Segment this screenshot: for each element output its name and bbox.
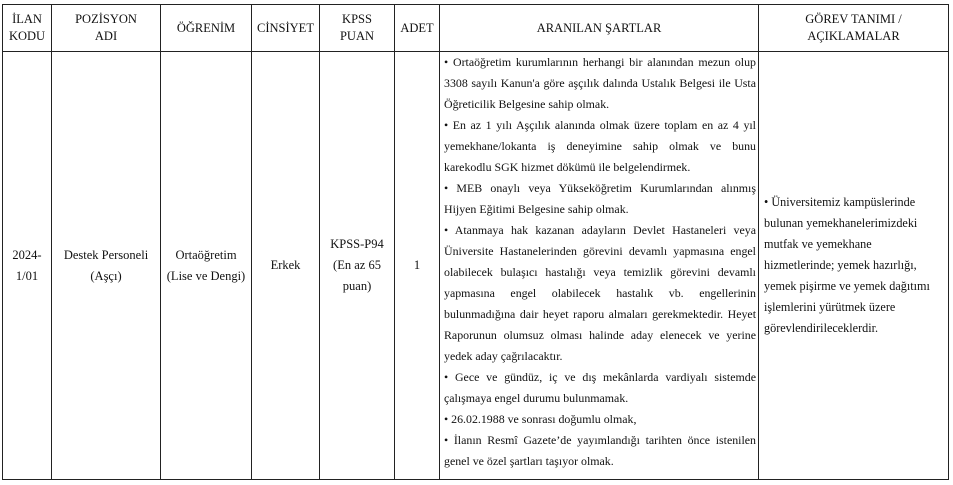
requirement-item: • Gece ve gündüz, iç ve dış mekânlarda vardiyalı sistemde çalışmaya engel durumu bulunmamak. (444, 370, 756, 405)
requirement-item: • Ortaöğretim kurumlarının herhangi bir alanından mezun olup 3308 sayılı Kanun'a göre aşçılık dalında Ustalık Belgesi ile Usta Öğreticilik Belgesine sahip olmak. (444, 55, 756, 111)
cell-gorev-tanimi: • Üniversitemiz kampüslerinde bulunan yemekhanelerimizdeki mutfak ve yemekhane hizmetlerinde; yemek hazırlığı, yemek pişirme ve yemek dağıtımı işlemlerini yürütmek üzere görevlendirileceklerdir. (759, 52, 949, 480)
cell-pozisyon-adi: Destek Personeli (Aşçı) (52, 52, 161, 480)
header-row (3, 5, 949, 52)
requirement-item: • 26.02.1988 ve sonrası doğumlu olmak, (444, 412, 637, 426)
cell-aranilan-sartlar (440, 52, 759, 480)
cell-adet: 1 (395, 52, 440, 480)
header-ilan-kodu: İLAN KODU (3, 5, 52, 52)
job-listing-table (2, 4, 949, 480)
header-ogrenim: ÖĞRENİM (161, 5, 252, 52)
header-kpss-puan: KPSS PUAN (320, 5, 395, 52)
cell-ilan-kodu: 2024- 1/01 (3, 52, 52, 480)
header-cinsiyet: CİNSİYET (252, 5, 320, 52)
cell-ogrenim: Ortaöğretim (Lise ve Dengi) (161, 52, 252, 480)
requirement-item: • Atanmaya hak kazanan adayların Devlet Hastaneleri veya Üniversite Hastanelerinden görevini devamlı yapmasına engel olabilecek bulaşıcı hastalığı veya temizlik görevini devamlı yapmasına engel olabilecek hastalık vb. engellerinin bulunmadığına dair heyet raporu almaları gerekmektedir. Heyet Raporunun olumsuz olması halinde aday elenecek ve yerine yedek aday çağrılacaktır. (444, 223, 756, 363)
requirement-item: • MEB onaylı veya Yükseköğretim Kurumlarından alınmış Hijyen Eğitimi Belgesine sahip olmak. (444, 181, 756, 216)
cell-kpss-puan: KPSS-P94 (En az 65 puan) (320, 52, 395, 480)
cell-cinsiyet: Erkek (252, 52, 320, 480)
requirement-item: • İlanın Resmî Gazete’de yayımlandığı tarihten önce istenilen genel ve özel şartları taşıyor olmak. (444, 433, 756, 468)
header-gorev-tanimi: GÖREV TANIMI / AÇIKLAMALAR (759, 5, 949, 52)
header-aranilan-sartlar: ARANILAN ŞARTLAR (440, 5, 759, 52)
table-row (3, 52, 949, 480)
header-pozisyon-adi: POZİSYON ADI (52, 5, 161, 52)
requirement-item: • En az 1 yılı Aşçılık alanında olmak üzere toplam en az 4 yıl yemekhane/lokanta iş deneyimine sahip olmak ve bunu karekodlu SGK hizmet dökümü ile belgelendirmek. (444, 118, 756, 174)
header-adet: ADET (395, 5, 440, 52)
